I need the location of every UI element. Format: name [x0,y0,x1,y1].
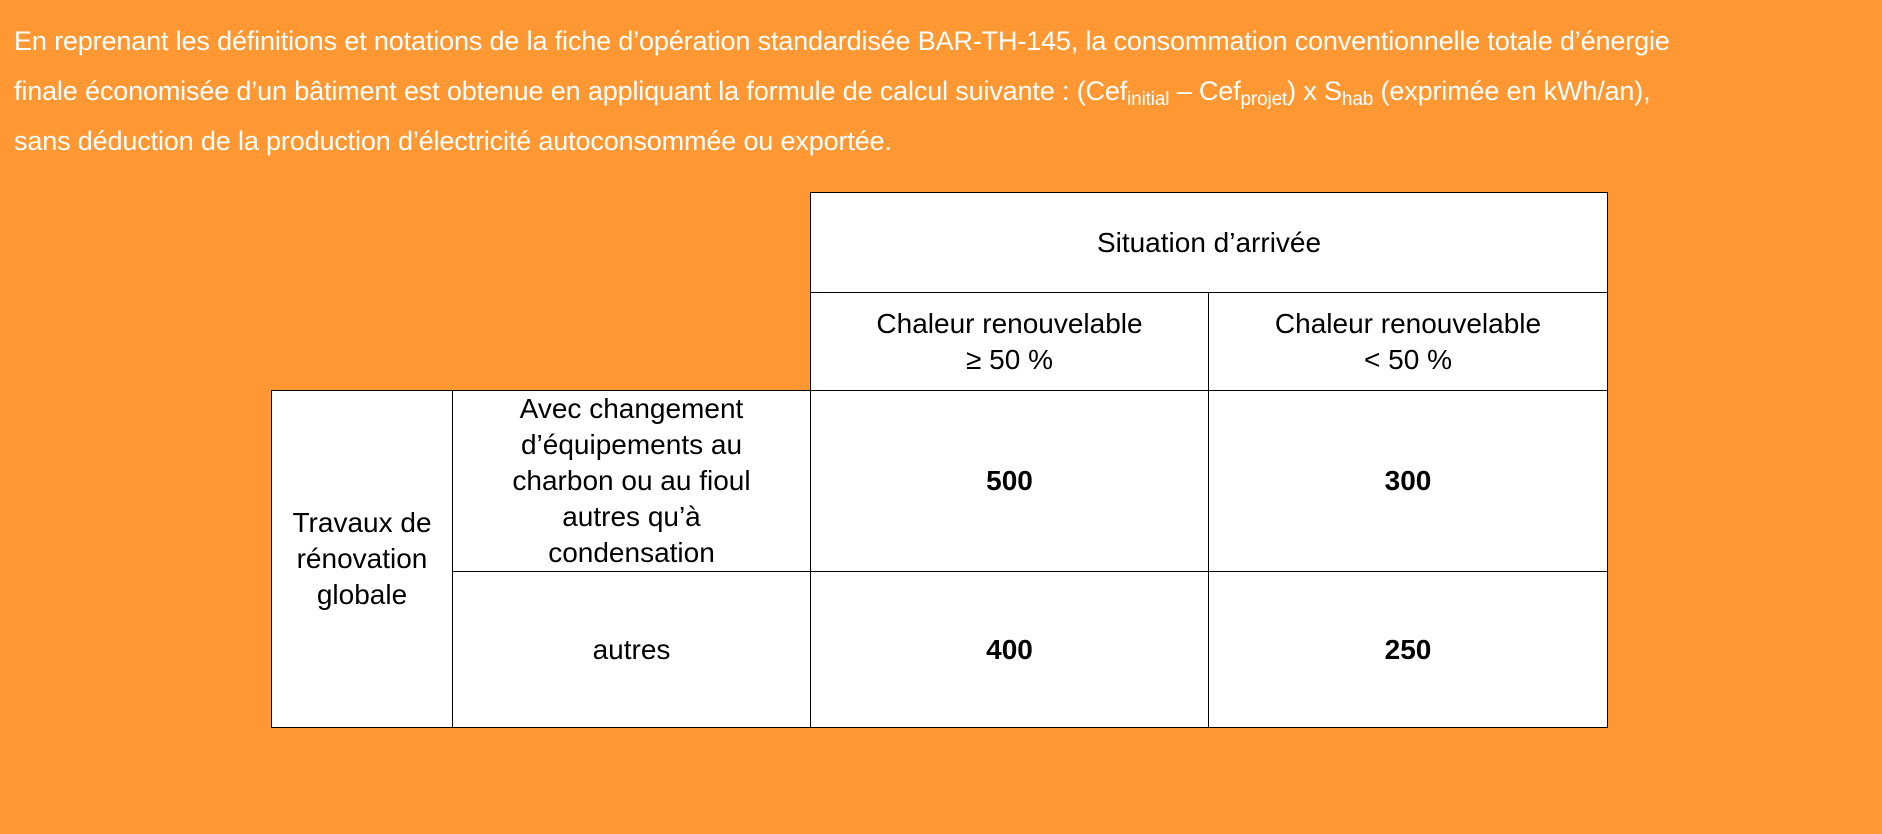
header-col2-line2: < 50 % [1364,343,1452,375]
row1-label-line4: autres qu’à [562,501,701,532]
value-cell: 500 [811,391,1209,572]
header-col2-line1: Chaleur renouvelable [1274,307,1542,339]
savings-table [271,192,1608,728]
intro-line-2 [14,66,1874,116]
row1-label-line5: condensation [548,537,715,568]
table-header-row-2 [272,293,1608,391]
row-group-line1: Travaux de [292,507,432,538]
table-header-row-1 [272,193,1608,293]
row1-label-line1: Avec changement [519,393,744,424]
value-cell: 400 [811,572,1209,728]
row-group-travaux [272,391,453,728]
value-cell: 300 [1209,391,1608,572]
header-situation-arrivee: Situation d’arrivée [811,193,1608,293]
intro-line-2-part-b: – Cef [1169,76,1241,106]
empty-corner-cell [272,193,811,293]
row1-label-line2: d’équipements au [520,429,743,460]
empty-corner-cell-2 [272,293,811,391]
header-col1-line2: ≥ 50 % [966,343,1053,375]
value-cell: 250 [1209,572,1608,728]
intro-line-3: sans déduction de la production d’électricité autoconsommée ou exportée. [14,126,892,156]
row-group-line2: rénovation [296,543,428,574]
header-col1-line1: Chaleur renouvelable [876,307,1143,339]
row-label-avec-changement [453,391,811,572]
table-row [272,572,1608,728]
header-chaleur-lt-50 [1209,293,1608,391]
intro-line-2-part-c: ) x S [1287,76,1342,106]
row-label-autres: autres [453,572,811,728]
row1-label-line3: charbon ou au fioul [512,465,751,496]
header-chaleur-ge-50 [811,293,1209,391]
savings-table-wrapper [271,192,1608,728]
row-group-line3: globale [316,579,408,610]
table-row [272,391,1608,572]
intro-paragraph [14,16,1874,166]
intro-line-2-part-d: (exprimée en kWh/an), [1373,76,1651,106]
subscript-initial: initial [1127,89,1170,110]
intro-line-2-part-a: finale économisée d’un bâtiment est obtenue en appliquant la formule de calcul suivante : (Cef [14,76,1128,106]
subscript-hab: hab [1341,89,1374,110]
intro-line-1: En reprenant les définitions et notations de la fiche d’opération standardisée BAR-TH-145, la consommation conventionnelle totale d’énergie [14,26,1670,56]
subscript-projet: projet [1240,89,1288,110]
